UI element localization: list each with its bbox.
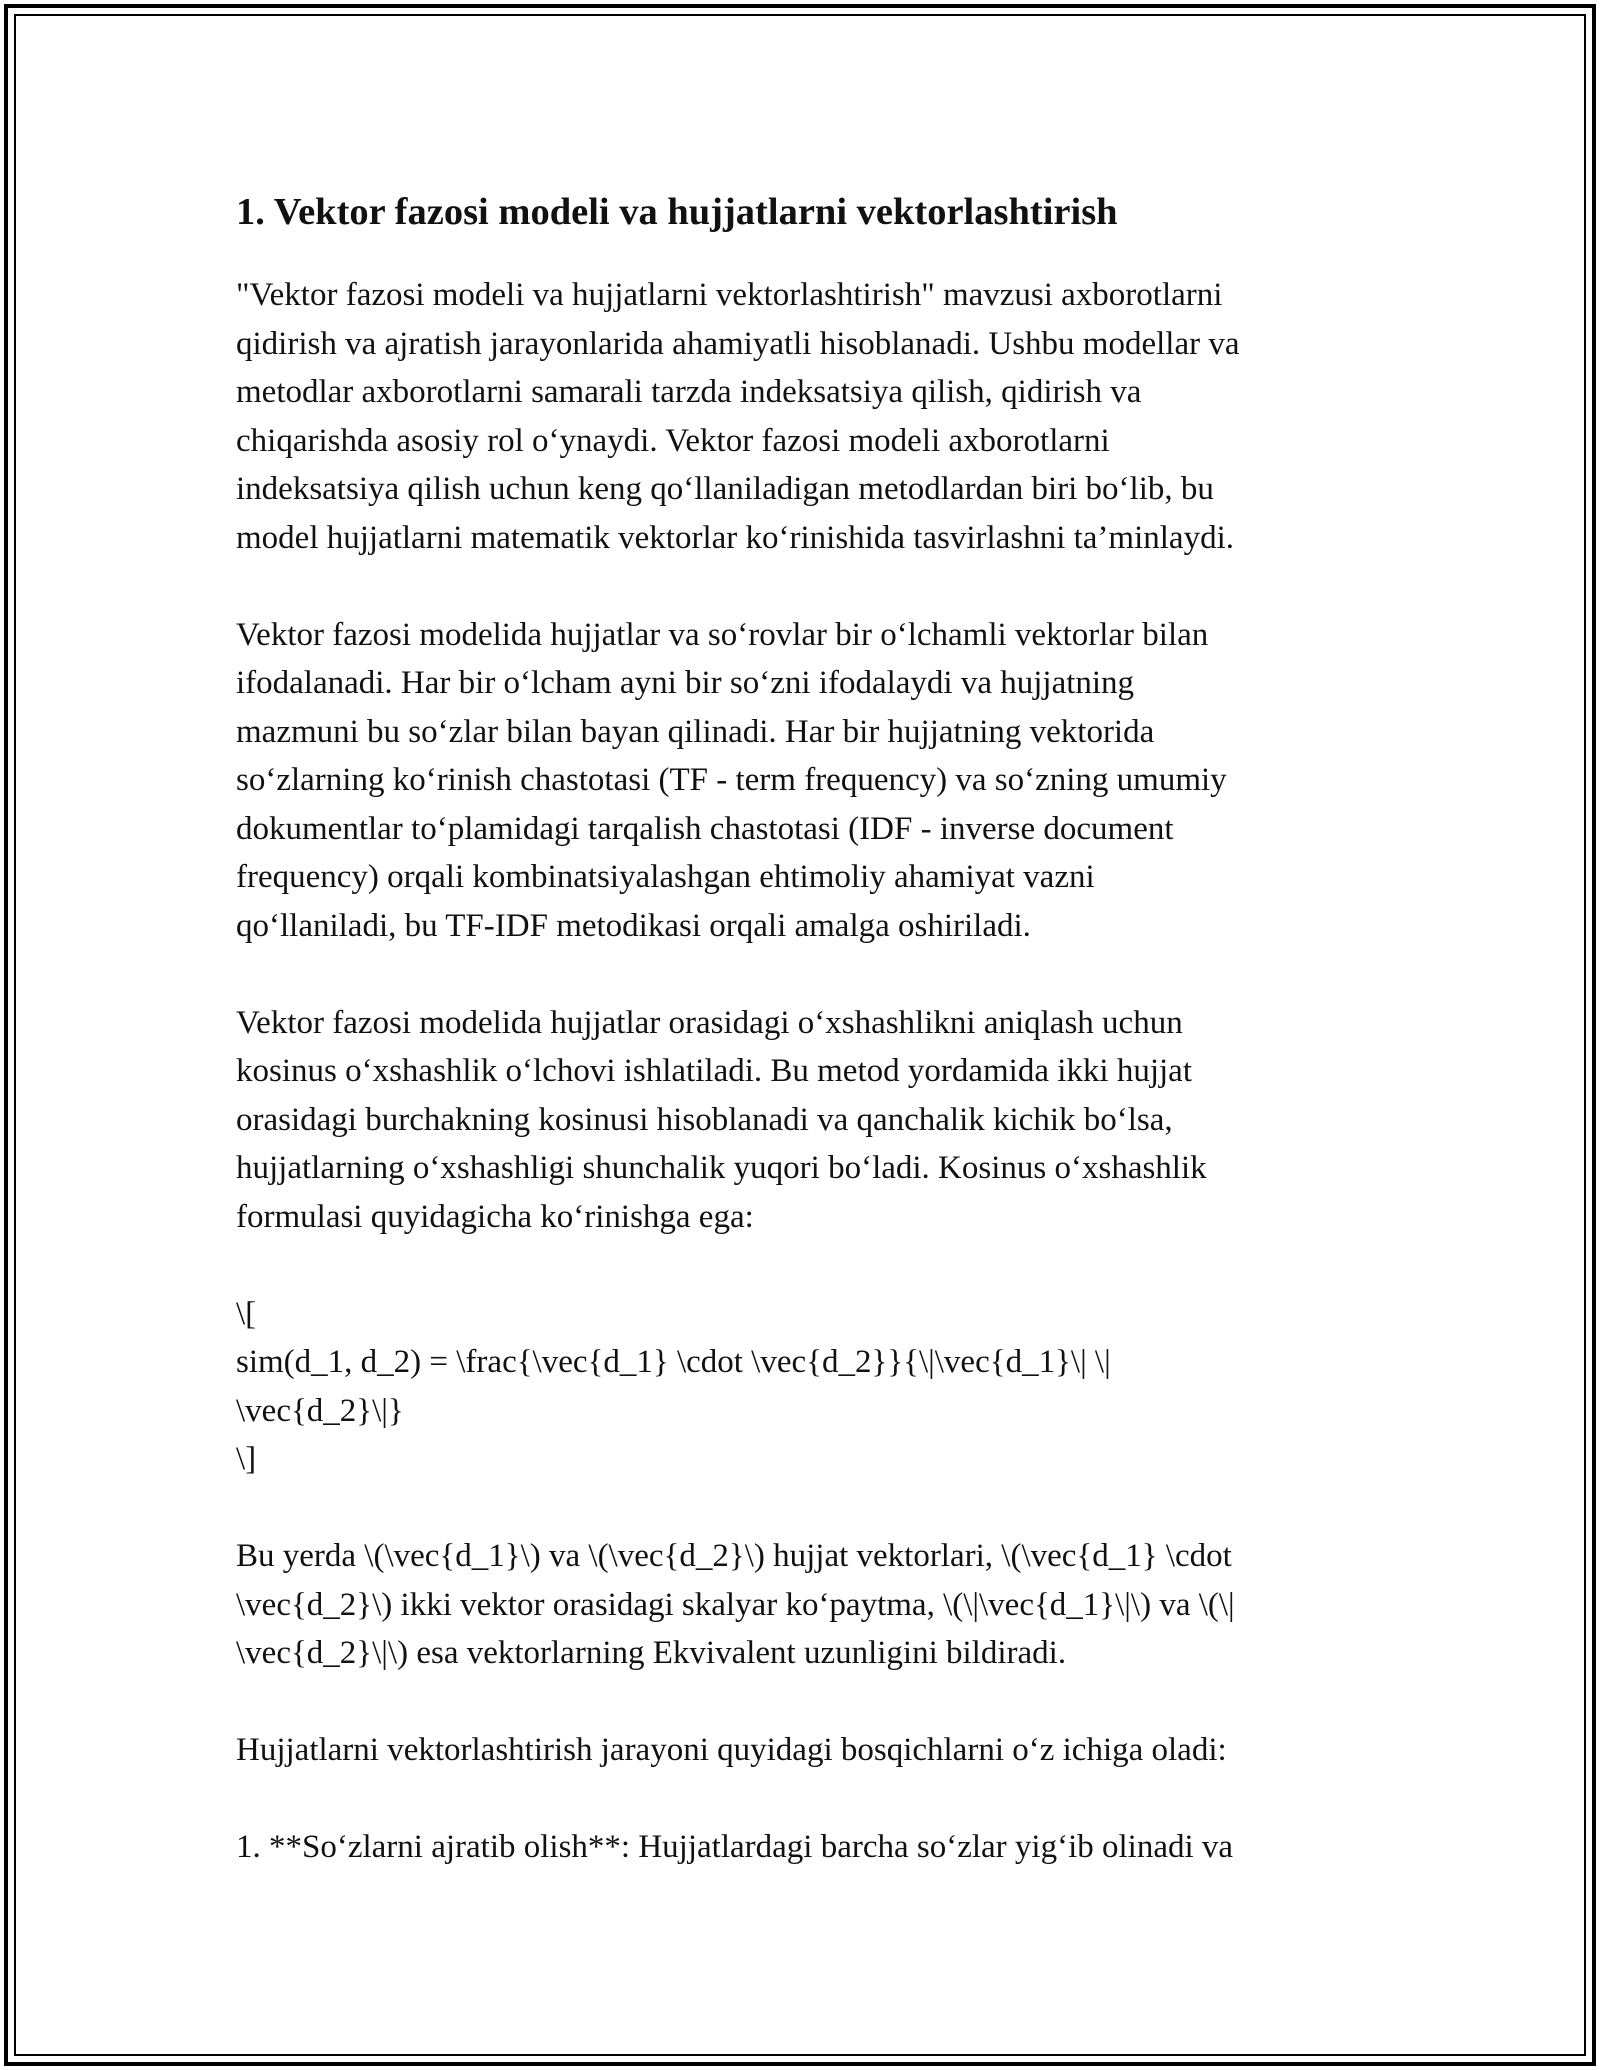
paragraph-5-line: Hujjatlarni vektorlashtirish jarayoni quyidagi bosqichlarni o‘z ichiga oladi: — [236, 1732, 1227, 1768]
paragraph-spacer — [236, 1775, 1360, 1824]
paragraph-4-line: Bu yerda \(\vec{d_1}\) va \(\vec{d_2}\) hujjat vektorlari, \(\vec{d_1} \cdot — [236, 1538, 1232, 1574]
paragraph-6-line: 1. **So‘zlarni ajratib olish**: Hujjatlardagi barcha so‘zlar yig‘ib olinadi va — [236, 1829, 1234, 1865]
formula-line: \] — [236, 1441, 257, 1477]
document-text — [236, 271, 1360, 1872]
paragraph-4-line: \vec{d_2}\|\) esa vektorlarning Ekvivalent uzunligini bildiradi. — [236, 1635, 1067, 1671]
paragraph-3-line: kosinus o‘xshashlik o‘lchovi ishlatiladi. Bu metod yordamida ikki hujjat — [236, 1053, 1192, 1089]
paragraph-spacer — [236, 1484, 1360, 1533]
page-title: 1. Vektor fazosi modeli va hujjatlarni vektorlashtirish — [236, 191, 1118, 233]
paragraph-1-line: qidirish va ajratish jarayonlarida ahamiyatli hisoblanadi. Ushbu modellar va — [236, 325, 1240, 362]
paragraph-4-line: \vec{d_2}\) ikki vektor orasidagi skalyar ko‘paytma, \(\|\vec{d_1}\|\) va \(\| — [236, 1586, 1235, 1623]
paragraph-spacer — [236, 1678, 1360, 1727]
paragraph-spacer — [236, 562, 1360, 611]
paragraph-2-line: frequency) orqali kombinatsiyalashgan ehtimoliy ahamiyat vazni — [236, 859, 1095, 895]
paragraph-1-line: chiqarishda asosiy rol o‘ynaydi. Vektor fazosi modeli axborotlarni — [236, 422, 1110, 459]
paragraph-2-line: ifodalanadi. Har bir o‘lcham ayni bir so‘zni ifodalaydi va hujjatning — [236, 665, 1135, 701]
paragraph-2-line: dokumentlar to‘plamidagi tarqalish chastotasi (IDF - inverse document — [236, 810, 1174, 847]
paragraph-2-line: Vektor fazosi modelida hujjatlar va so‘rovlar bir o‘lchamli vektorlar bilan — [236, 616, 1209, 653]
paragraph-3-line: formulasi quyidagicha ko‘rinishga ega: — [236, 1198, 754, 1235]
paragraph-spacer — [236, 1241, 1360, 1290]
paragraph-2-line: qo‘llaniladi, bu TF-IDF metodikasi orqali amalga oshiriladi. — [236, 907, 1031, 944]
formula-line: \vec{d_2}\|} — [236, 1392, 404, 1429]
paragraph-3-line: hujjatlarning o‘xshashligi shunchalik yuqori bo‘ladi. Kosinus o‘xshashlik — [236, 1150, 1207, 1186]
paragraph-spacer — [236, 950, 1360, 999]
formula-line: sim(d_1, d_2) = \frac{\vec{d_1} \cdot \vec{d_2}}{\|\vec{d_1}\| \| — [236, 1344, 1111, 1380]
paragraph-1-line: model hujjatlarni matematik vektorlar ko‘rinishida tasvirlashni ta’minlaydi. — [236, 519, 1234, 556]
paragraph-1-line: "Vektor fazosi modeli va hujjatlarni vektorlashtirish" mavzusi axborotlarni — [236, 277, 1223, 313]
paragraph-1-line: indeksatsiya qilish uchun keng qo‘llaniladigan metodlardan biri bo‘lib, bu — [236, 471, 1214, 507]
paragraph-2-line: mazmuni bu so‘zlar bilan bayan qilinadi. Har bir hujjatning vektorida — [236, 713, 1155, 750]
paragraph-1-line: metodlar axborotlarni samarali tarzda indeksatsiya qilish, qidirish va — [236, 374, 1142, 410]
paragraph-3-line: orasidagi burchakning kosinusi hisoblanadi va qanchalik kichik bo‘lsa, — [236, 1101, 1173, 1138]
paragraph-2-line: so‘zlarning ko‘rinish chastotasi (TF - term frequency) va so‘zning umumiy — [236, 762, 1227, 798]
formula-line: \[ — [236, 1295, 257, 1332]
paragraph-3-line: Vektor fazosi modelida hujjatlar orasidagi o‘xshashlikni aniqlash uchun — [236, 1004, 1183, 1041]
document-body — [236, 187, 1360, 1872]
